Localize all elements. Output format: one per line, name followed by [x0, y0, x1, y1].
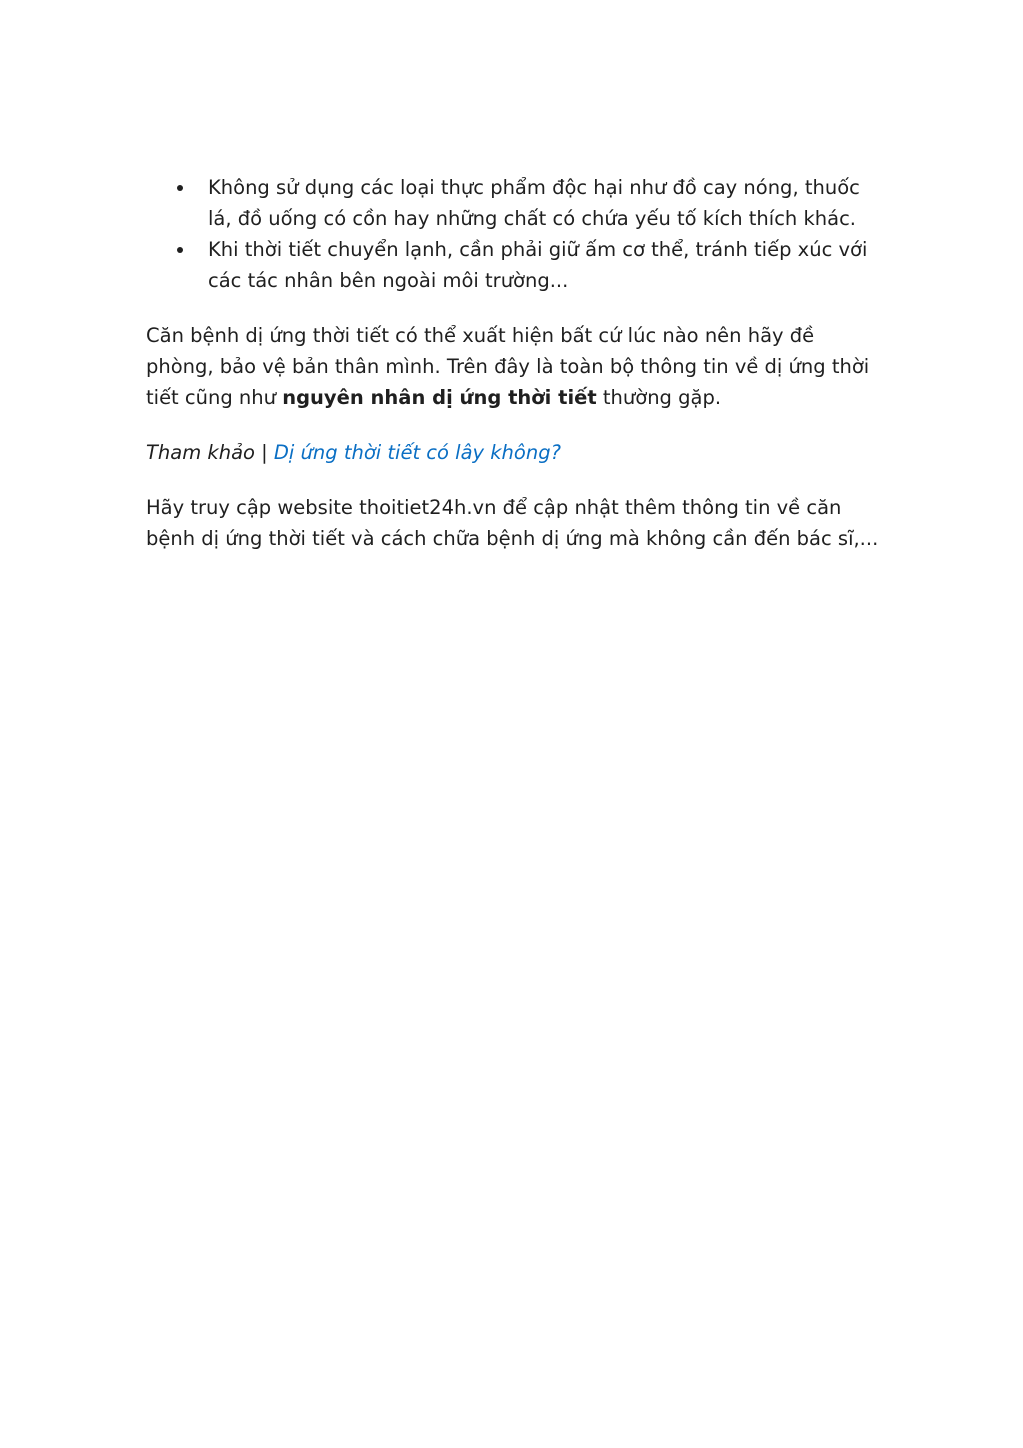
closing-paragraph: Hãy truy cập website thoitiet24h.vn để cập nhật thêm thông tin về căn bệnh dị ứng thời tiết và cách chữa bệnh dị ứng mà không cần đến bác sĩ,...: [146, 496, 879, 550]
list-item: [146, 172, 886, 234]
summary-text-after: thường gặp.: [596, 386, 722, 409]
bullet-list: [146, 172, 886, 296]
reference-label: Tham khảo |: [146, 441, 274, 464]
summary-paragraph: [146, 320, 886, 413]
bullet-icon: [177, 247, 183, 253]
reference-paragraph: [146, 437, 886, 468]
bullet-text: Không sử dụng các loại thực phẩm độc hại như đồ cay nóng, thuốc lá, đồ uống có cồn hay những chất có chứa yếu tố kích thích khác.: [208, 176, 860, 230]
bullet-icon: [177, 185, 183, 191]
summary-bold-text: nguyên nhân dị ứng thời tiết: [282, 386, 597, 409]
summary-text-before: Căn bệnh dị ứng thời tiết có thể xuất hiện bất cứ lúc nào nên hãy đề phòng, bảo vệ bản thân mình. Trên đây là toàn bộ thông tin về dị ứng thời tiết cũng như: [146, 324, 870, 409]
list-item: [146, 234, 886, 296]
bullet-text: Khi thời tiết chuyển lạnh, cần phải giữ ấm cơ thể, tránh tiếp xúc với các tác nhân bên ngoài môi trường...: [208, 238, 868, 292]
document-body: [146, 172, 886, 554]
reference-link[interactable]: Dị ứng thời tiết có lây không?: [273, 441, 561, 464]
